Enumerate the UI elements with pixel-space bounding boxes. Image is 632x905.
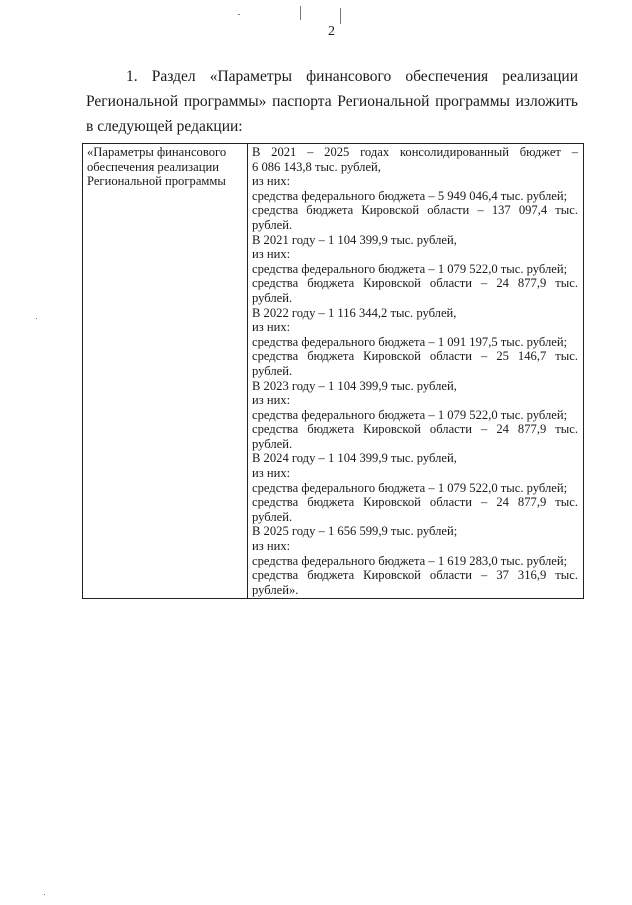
value-line: из них:: [252, 174, 291, 189]
value-line: рублей.: [252, 290, 293, 305]
label-line: обеспечения реализации: [87, 159, 219, 174]
value-line: средства федерального бюджета – 1 079 522,0 тыс. рублей;: [252, 261, 568, 276]
label-cell: [83, 144, 248, 599]
value-line: из них:: [252, 539, 291, 554]
value-line: В 2025 году – 1 656 599,9 тыс. рублей;: [252, 524, 458, 539]
scan-speck: [36, 318, 37, 319]
value-cell: [248, 144, 584, 599]
scan-speck: [340, 8, 341, 24]
value-line: из них:: [252, 393, 291, 408]
value-line: средства федерального бюджета – 5 949 046,4 тыс. рублей;: [252, 188, 568, 203]
value-line: средства федерального бюджета – 1 619 283,0 тыс. рублей;: [252, 553, 568, 568]
value-line: средства федерального бюджета – 1 079 522,0 тыс. рублей;: [252, 407, 568, 422]
value-line: В 2021 году – 1 104 399,9 тыс. рублей,: [252, 232, 457, 247]
value-line: 6 086 143,8 тыс. рублей,: [252, 159, 381, 174]
scan-speck: [44, 894, 45, 895]
scan-speck: [300, 6, 301, 20]
label-line: Региональной программы: [87, 174, 226, 189]
scan-speck: [238, 14, 240, 15]
value-line: средства бюджета Кировской области – 137 097,4 тыс.: [252, 203, 578, 218]
value-line: средства бюджета Кировской области – 25 146,7 тыс.: [252, 349, 578, 364]
value-line: из них:: [252, 247, 291, 262]
value-line: рублей.: [252, 217, 293, 232]
value-line: В 2024 году – 1 104 399,9 тыс. рублей,: [252, 451, 457, 466]
page-number: 2: [328, 24, 335, 39]
value-line: В 2023 году – 1 104 399,9 тыс. рублей,: [252, 378, 457, 393]
value-line: рублей.: [252, 509, 293, 524]
value-line: средства бюджета Кировской области – 24 877,9 тыс.: [252, 495, 578, 510]
intro-paragraph: 1. Раздел «Параметры финансового обеспечения реализации Региональной программы» паспорта Региональной программы изложить в следующей редакции:: [86, 68, 578, 135]
value-line: средства федерального бюджета – 1 091 197,5 тыс. рублей;: [252, 334, 568, 349]
value-line: средства бюджета Кировской области – 24 877,9 тыс.: [252, 422, 578, 437]
value-line: из них:: [252, 320, 291, 335]
value-line: рублей.: [252, 436, 293, 451]
table-row: [83, 144, 584, 599]
label-line: «Параметры финансового: [87, 145, 227, 159]
value-line: средства федерального бюджета – 1 079 522,0 тыс. рублей;: [252, 480, 568, 495]
value-line: В 2021 – 2025 годах консолидированный бюджет –: [252, 145, 578, 159]
value-line: из них:: [252, 466, 291, 481]
value-line: В 2022 году – 1 116 344,2 тыс. рублей,: [252, 305, 457, 320]
value-line: средства бюджета Кировской области – 37 316,9 тыс.: [252, 568, 578, 583]
value-line: рублей.: [252, 363, 293, 378]
program-passport-table: [82, 143, 584, 599]
value-line: рублей».: [252, 582, 299, 597]
value-line: средства бюджета Кировской области – 24 877,9 тыс.: [252, 276, 578, 291]
